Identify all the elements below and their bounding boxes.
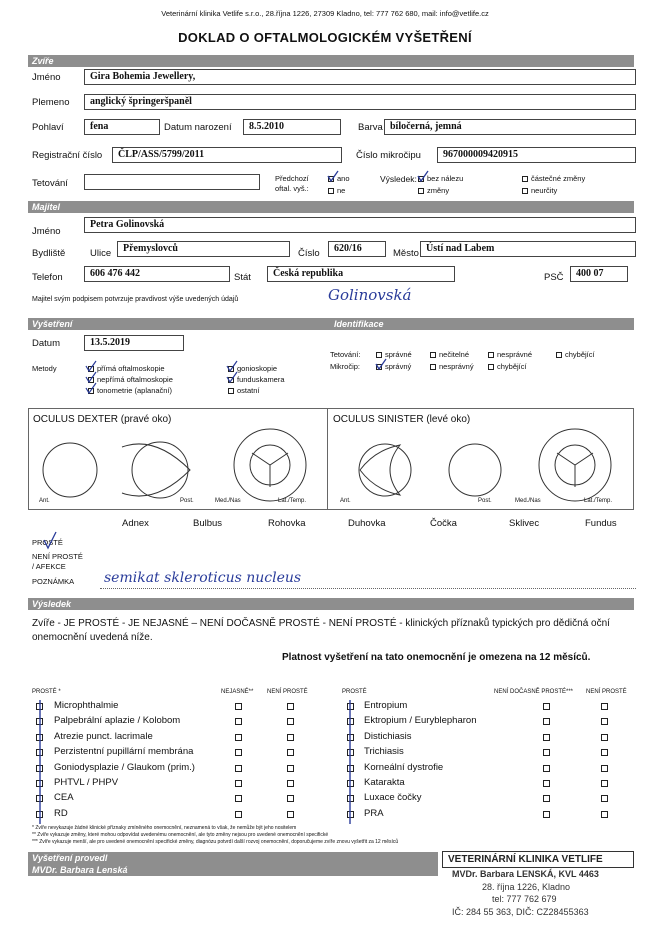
- right-temp-checkbox[interactable]: [543, 718, 550, 725]
- status-prosté: PROSTÉ: [32, 538, 63, 547]
- left-head-1: PROSTÉ *: [32, 689, 61, 695]
- state-label: Stát: [234, 272, 251, 283]
- performed-by-label: Vyšetření provedl: [32, 853, 108, 863]
- status-neni-proste: NENÍ PROSTÉ: [32, 552, 83, 561]
- right-clear-marks-icon: [343, 698, 357, 828]
- right-not-clear-checkbox[interactable]: [601, 734, 608, 741]
- zip-field[interactable]: 400 07: [570, 266, 628, 282]
- left-unclear-checkbox[interactable]: [235, 780, 242, 787]
- right-not-clear-checkbox[interactable]: [601, 780, 608, 787]
- left-disease-label: Goniodysplazie / Glaukom (prim.): [54, 761, 195, 773]
- res-4-text: neurčity: [531, 186, 558, 195]
- address-label: Bydliště: [32, 248, 66, 259]
- res-2-text: změny: [427, 186, 450, 195]
- prev-exam-label-2: oftal. vyš.:: [275, 184, 309, 193]
- right-disease-label: Ektropium / Euryblepharon: [364, 715, 477, 727]
- owner-name-field[interactable]: Petra Golinovská: [84, 217, 636, 233]
- result-text: Zvíře - JE PROSTÉ - JE NEJASNÉ – NENÍ DOČASNĚ PROSTÉ - NENÍ PROSTÉ - klinických příznaků typických pro dědičná oční onemocnění uvedená níže.: [32, 618, 610, 643]
- structure-bulbus: Bulbus: [193, 518, 223, 529]
- id-tattoo-opt-2: [430, 350, 469, 359]
- street-field[interactable]: Přemyslovců: [117, 241, 290, 257]
- od-label: OCULUS DEXTER (pravé oko): [33, 414, 172, 425]
- footnote-2: ** Zvíře vykazuje změny, které mohou odpovídat uvedenému onemocnění, ale tyto změny nejsou pro uvedené onemocnění specifické: [32, 832, 329, 838]
- res-1-text: bez nálezu: [427, 174, 464, 183]
- color-field[interactable]: bíločerná, jemná: [384, 119, 636, 135]
- exam-date-label: Datum: [32, 338, 60, 349]
- res-3-checkbox[interactable]: [522, 176, 528, 182]
- tattoo-field[interactable]: [84, 174, 260, 190]
- left-head-2: NEJASNÉ**: [221, 689, 254, 695]
- house-number-label: Číslo: [298, 248, 320, 259]
- os-lattemp-label: Lat./Temp.: [584, 498, 613, 504]
- method-6-text: ostatní: [237, 386, 260, 395]
- right-disease-label: Katarakta: [364, 777, 405, 788]
- right-disease-label: Distichiasis: [364, 730, 412, 742]
- exam-date-field[interactable]: 13.5.2019: [84, 335, 184, 351]
- status-afekce: / AFEKCE: [32, 562, 66, 571]
- od-mednas-label: Med./Nas: [215, 498, 241, 504]
- section-result: Výsledek: [28, 598, 634, 610]
- left-eye-diagram-icon: [330, 425, 626, 505]
- reg-label: Registrační číslo: [32, 150, 103, 161]
- house-number-field[interactable]: 620/16: [328, 241, 386, 257]
- left-not-clear-checkbox[interactable]: [287, 795, 294, 802]
- id-t2-text: nečitelné: [439, 350, 470, 359]
- section-exam: Vyšetření: [28, 318, 634, 330]
- left-not-clear-checkbox[interactable]: [287, 765, 294, 772]
- right-disease-label: Entropium: [364, 700, 408, 711]
- left-unclear-checkbox[interactable]: [235, 718, 242, 725]
- id-t3-checkbox[interactable]: [488, 352, 494, 358]
- dob-field[interactable]: 8.5.2010: [243, 119, 341, 135]
- left-unclear-checkbox[interactable]: [235, 749, 242, 756]
- right-temp-checkbox[interactable]: [543, 780, 550, 787]
- section-animal: Zvíře: [28, 55, 634, 67]
- prev-no-checkbox[interactable]: [328, 188, 334, 194]
- methods-label: Metody: [32, 364, 57, 373]
- od-ant-label: Ant.: [39, 498, 50, 504]
- id-tattoo-label: Tetování:: [330, 350, 361, 359]
- prev-no-text: ne: [337, 186, 346, 195]
- res-opt-4: [522, 186, 557, 195]
- right-temp-checkbox[interactable]: [543, 703, 550, 710]
- phone-field[interactable]: 606 476 442: [84, 266, 230, 282]
- eye-divider: [327, 408, 328, 510]
- method-3: [88, 386, 172, 395]
- method-right-checkmarks-icon: [225, 360, 239, 384]
- right-disease-label: PRA: [364, 807, 384, 819]
- id-c1-text: správný: [385, 362, 412, 371]
- od-post-label: Post.: [180, 498, 194, 504]
- note-line: [100, 588, 636, 589]
- left-disease-label: Perzistentní pupillární membrána: [54, 746, 194, 758]
- animal-name-label: Jméno: [32, 72, 61, 83]
- city-label: Město: [393, 248, 419, 259]
- section-identification: Identifikace: [334, 319, 384, 329]
- method-6-checkbox[interactable]: [228, 388, 234, 394]
- left-disease-label: CEA: [54, 792, 74, 804]
- left-disease-label: RD: [54, 807, 68, 819]
- id-t1-text: správné: [385, 350, 412, 359]
- document-title: DOKLAD O OFTALMOLOGICKÉM VYŠETŘENÍ: [178, 30, 472, 45]
- id-chip-label: Mikročip:: [330, 362, 361, 371]
- left-not-clear-checkbox[interactable]: [287, 703, 294, 710]
- street-label: Ulice: [90, 248, 112, 259]
- stamp-line-5: IČ: 284 55 363, DIČ: CZ28455363: [452, 907, 589, 917]
- id-t4-checkbox[interactable]: [556, 352, 562, 358]
- method-4-text: gonioskopie: [237, 364, 278, 373]
- reg-field[interactable]: ČLP/ASS/5799/2011: [112, 147, 342, 163]
- os-post-label: Post.: [478, 498, 492, 504]
- structure-adnex: Adnex: [122, 518, 149, 529]
- left-unclear-checkbox[interactable]: [235, 795, 242, 802]
- color-label: Barva: [358, 122, 383, 133]
- id-t2-checkbox[interactable]: [430, 352, 436, 358]
- right-not-clear-checkbox[interactable]: [601, 795, 608, 802]
- id-c3-text: chybějící: [497, 362, 527, 371]
- right-temp-checkbox[interactable]: [543, 765, 550, 772]
- clinic-header: Veterinární klinika Vetlife s.r.o., 28.října 1226, 27309 Kladno, tel: 777 762 680, mail: info@vetlife.cz: [161, 9, 489, 18]
- dob-label: Datum narození: [164, 122, 232, 133]
- res-2-checkbox[interactable]: [418, 188, 424, 194]
- id-t4-text: chybějící: [565, 350, 595, 359]
- left-unclear-checkbox[interactable]: [235, 703, 242, 710]
- structure-fundus: Fundus: [585, 518, 617, 529]
- right-temp-checkbox[interactable]: [543, 811, 550, 818]
- right-disease-label: Trichiasis: [364, 746, 404, 758]
- stamp-line-4: tel: 777 762 679: [492, 894, 557, 904]
- structure-cocka: Čočka: [430, 518, 457, 529]
- res-1-checkmark-icon: [416, 170, 430, 184]
- left-not-clear-checkbox[interactable]: [287, 749, 294, 756]
- prev-exam-label-1: Předchozí: [275, 174, 309, 183]
- zip-label: PSČ: [544, 272, 564, 283]
- validity-text: Platnost vyšetření na tato onemocnění je omezena na 12 měsíců.: [282, 652, 591, 663]
- sex-field[interactable]: fena: [84, 119, 160, 135]
- right-not-clear-checkbox[interactable]: [601, 703, 608, 710]
- res-opt-3: [522, 174, 585, 183]
- method-checkmarks-icon: [84, 360, 98, 396]
- right-eye-diagram-icon: [30, 425, 326, 505]
- right-not-clear-checkbox[interactable]: [601, 718, 608, 725]
- result-label: Výsledek:: [380, 174, 417, 184]
- structure-duhovka: Duhovka: [348, 518, 386, 529]
- method-1-text: přímá oftalmoskopie: [97, 364, 165, 373]
- note-label: POZNÁMKA: [32, 577, 75, 586]
- prev-yes-checkmark-icon: [326, 170, 340, 184]
- footnote-1: * Zvíře nevykazuje žádné klinické příznaky zmíněného onemocnění, neznamená to však, že nemůže být jeho nositelem: [32, 825, 297, 831]
- section-owner: Majitel: [28, 201, 634, 213]
- left-disease-label: Atrezie punct. lacrimale: [54, 730, 153, 742]
- status-checkmark-icon: [42, 530, 58, 552]
- res-4-checkbox[interactable]: [522, 188, 528, 194]
- left-unclear-checkbox[interactable]: [235, 811, 242, 818]
- prev-yes-text: ano: [337, 174, 350, 183]
- right-temp-checkbox[interactable]: [543, 734, 550, 741]
- left-not-clear-checkbox[interactable]: [287, 780, 294, 787]
- left-disease-label: PHTVL / PHPV: [54, 777, 119, 788]
- right-disease-label: Luxace čočky: [364, 792, 422, 804]
- right-head-2: NENÍ DOČASNĚ PROSTÉ***: [494, 689, 574, 695]
- left-unclear-checkbox[interactable]: [235, 734, 242, 741]
- id-tattoo-opt-3: [488, 350, 532, 359]
- chip-label: Číslo mikročipu: [356, 150, 421, 161]
- prev-no-option: [328, 186, 345, 195]
- left-not-clear-checkbox[interactable]: [287, 718, 294, 725]
- right-disease-label: Korneální dystrofie: [364, 761, 444, 773]
- left-not-clear-checkbox[interactable]: [287, 811, 294, 818]
- id-t3-text: nesprávné: [497, 350, 533, 359]
- id-chip-opt-3: [488, 362, 527, 371]
- vet-name: MVDr. Barbara Lenská: [32, 865, 128, 875]
- stamp-line-3: 28. října 1226, Kladno: [482, 882, 571, 892]
- id-tattoo-opt-4: [556, 350, 595, 359]
- right-head-3: NENÍ PROSTÉ: [586, 689, 627, 695]
- left-head-3: NENÍ PROSTÉ: [267, 689, 308, 695]
- owner-signature: Golinovská: [328, 286, 412, 304]
- left-disease-label: Palpebrální aplazie / Kolobom: [54, 715, 181, 727]
- right-temp-checkbox[interactable]: [543, 749, 550, 756]
- method-2-text: nepřímá oftalmoskopie: [97, 375, 173, 384]
- right-not-clear-checkbox[interactable]: [601, 765, 608, 772]
- od-lattemp-label: Lat./Temp.: [278, 498, 307, 504]
- breed-label: Plemeno: [32, 97, 70, 108]
- os-ant-label: Ant.: [340, 498, 351, 504]
- id-c3-checkbox[interactable]: [488, 364, 494, 370]
- stamp-line-1: VETERINÁRNÍ KLINIKA VETLIFE: [448, 854, 603, 865]
- animal-name-field[interactable]: Gira Bohemia Jewellery,: [84, 69, 636, 85]
- right-not-clear-checkbox[interactable]: [601, 749, 608, 756]
- note-text: semikat skleroticus nucleus: [104, 570, 302, 586]
- right-temp-checkbox[interactable]: [543, 795, 550, 802]
- right-head-1: PROSTÉ: [342, 689, 367, 695]
- structure-sklivec: Sklivec: [509, 518, 540, 529]
- left-unclear-checkbox[interactable]: [235, 765, 242, 772]
- city-field[interactable]: Ústí nad Labem: [420, 241, 636, 257]
- os-mednas-label: Med./Nas: [515, 498, 541, 504]
- method-1: [88, 364, 165, 373]
- id-c2-text: nesprávný: [439, 362, 474, 371]
- sex-label: Pohlaví: [32, 122, 64, 133]
- id-c2-checkbox[interactable]: [430, 364, 436, 370]
- stamp-line-2: MVDr. Barbara LENSKÁ, KVL 4463: [452, 869, 599, 879]
- method-2: [88, 375, 173, 384]
- res-opt-2: [418, 186, 449, 195]
- phone-label: Telefon: [32, 272, 63, 283]
- owner-confirmation: Majitel svým podpisem potvrzuje pravdivost výše uvedených údajů: [32, 296, 239, 303]
- method-3-text: tonometrie (aplanační): [97, 386, 173, 395]
- os-label: OCULUS SINISTER (levé oko): [333, 414, 471, 425]
- chip-field[interactable]: 967000009420915: [437, 147, 636, 163]
- method-5-text: funduskamera: [237, 375, 285, 384]
- res-3-text: částečné změny: [531, 174, 586, 183]
- left-not-clear-checkbox[interactable]: [287, 734, 294, 741]
- structure-rohovka: Rohovka: [268, 518, 306, 529]
- id-chip-opt-2: [430, 362, 474, 371]
- left-clear-marks-icon: [33, 698, 47, 828]
- owner-name-label: Jméno: [32, 226, 61, 237]
- left-disease-label: Microphthalmie: [54, 700, 119, 711]
- chip-correct-checkmark-icon: [374, 358, 388, 372]
- state-field[interactable]: Česká republika: [267, 266, 455, 282]
- breed-field[interactable]: anglický špringeršpaněl: [84, 94, 636, 110]
- right-not-clear-checkbox[interactable]: [601, 811, 608, 818]
- footnote-3: *** Zvíře vykazuje menší, ale pro uvedené onemocnění specifické změny, diagnózu potvrdí další rozvoj onemocnění, doporučujeme zvíře znovu vyšetřit za 12 měsíců: [32, 839, 399, 845]
- tattoo-label: Tetování: [32, 178, 68, 189]
- method-6: [228, 386, 260, 395]
